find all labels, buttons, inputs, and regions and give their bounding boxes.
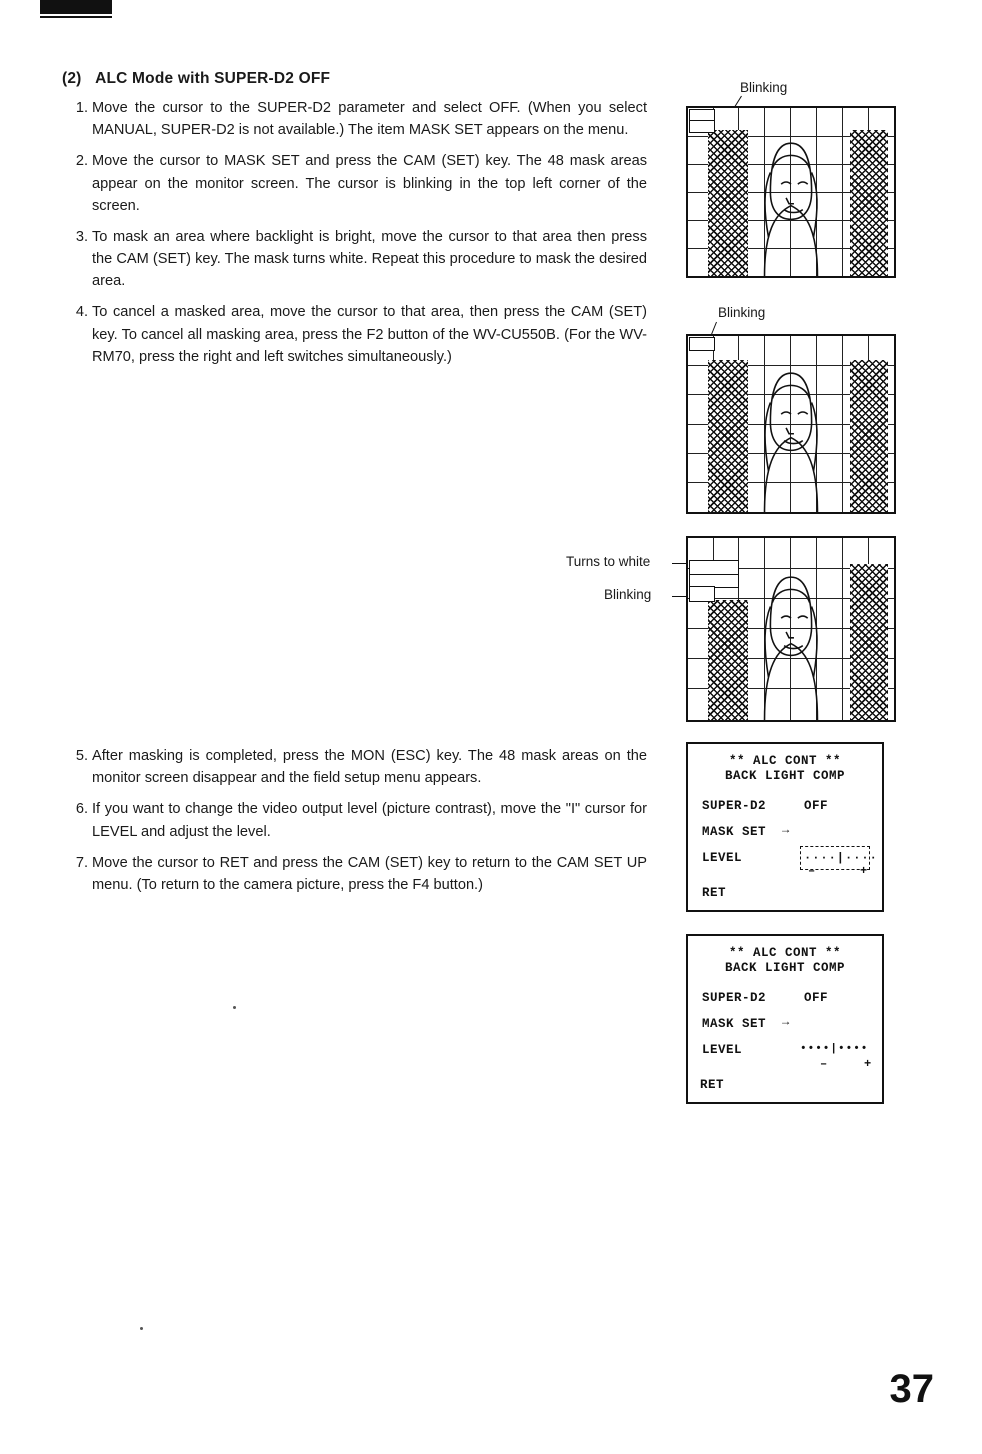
osd-row-value-mask-set[interactable]: →	[782, 823, 790, 837]
body-text-lower	[62, 745, 647, 905]
osd-row-label-super-d2: SUPER-D2	[702, 991, 767, 1005]
step-number: 5.	[75, 748, 88, 764]
osd-row-value-super-d2[interactable]: OFF	[804, 991, 829, 1005]
step-text: To cancel a masked area, move the cursor to that area, then press the CAM (SET) key. To cancel all masking area, press the F2 button of the WV-CU550B. (For the WV-RM70, press the right and left switches simultaneously.)	[92, 304, 647, 365]
osd-title-line-2: BACK LIGHT COMP	[724, 961, 846, 975]
person-illustration	[688, 336, 894, 512]
callout-blinking-2	[718, 305, 765, 320]
monitor-screen	[688, 538, 894, 720]
step-list-upper	[62, 97, 647, 368]
section-number: (2)	[62, 70, 82, 87]
osd-row-label-level: LEVEL	[702, 1043, 743, 1057]
monitor-screen	[688, 108, 894, 276]
figure-2	[686, 334, 896, 514]
osd-row-value-mask-set[interactable]: →	[782, 1015, 790, 1029]
osd-row-label-mask-set: MASK SET	[702, 1017, 767, 1031]
osd-row-label-super-d2: SUPER-D2	[702, 799, 767, 813]
callout-turns-to-white	[566, 554, 650, 569]
step-number: 6.	[75, 801, 88, 818]
section-title-text: ALC Mode with SUPER-D2 OFF	[95, 70, 331, 87]
list-item	[62, 745, 647, 789]
step-number: 4.	[75, 304, 88, 321]
osd-row-value-super-d2[interactable]: OFF	[804, 799, 829, 813]
step-text: Move the cursor to RET and press the CAM (SET) key to return to the CAM SET UP menu. (To return to the camera picture, press the F4 button.)	[92, 854, 647, 893]
figure-1	[686, 106, 896, 278]
level-bar[interactable]: ····|····	[804, 851, 878, 865]
step-number: 7.	[75, 854, 88, 871]
osd-footer-ret[interactable]: RET	[700, 1078, 725, 1092]
level-minus: –	[808, 864, 817, 878]
list-item	[62, 301, 647, 368]
body-text-upper	[62, 70, 647, 377]
monitor-screen	[688, 336, 894, 512]
step-text: Move the cursor to MASK SET and press the CAM (SET) key. The 48 mask areas appear on the monitor screen. The cursor is blinking in the top left corner of the screen.	[92, 153, 647, 214]
section-heading	[62, 70, 647, 88]
osd-title-line-1: ** ALC CONT **	[728, 754, 842, 768]
corner-mark-rule	[40, 16, 112, 18]
osd-title-line-1: ** ALC CONT **	[728, 946, 842, 960]
osd-title-line-2: BACK LIGHT COMP	[724, 769, 846, 783]
person-illustration	[688, 108, 894, 276]
page-speck	[233, 1006, 236, 1009]
corner-mark	[40, 0, 112, 14]
callout-blinking-3	[604, 587, 651, 602]
list-item	[62, 150, 647, 217]
callout-label: Blinking	[718, 305, 766, 320]
level-minus: –	[820, 1057, 829, 1071]
step-text: To mask an area where backlight is bright, move the cursor to that area then press the CAM (SET) key. The mask turns white. Repeat this procedure to mask the desired area.	[92, 228, 647, 290]
level-plus: +	[864, 1057, 873, 1071]
step-text: If you want to change the video output level (picture contrast), move the "I" cursor for LEVEL and adjust the level.	[92, 801, 647, 840]
level-plus: +	[860, 864, 869, 878]
callout-label: Blinking	[604, 587, 652, 602]
step-text: Move the cursor to the SUPER-D2 parameter and select OFF. (When you select MANUAL, SUPER-D2 is not available.) The item MASK SET appears on the menu.	[92, 100, 647, 139]
step-list-lower	[62, 745, 647, 896]
step-number: 1.	[75, 100, 88, 116]
osd-row-label-mask-set: MASK SET	[702, 825, 767, 839]
list-item	[62, 798, 647, 842]
osd-menu-1	[686, 742, 884, 912]
level-bar[interactable]: ••••|••••	[800, 1043, 869, 1055]
page-speck	[140, 1327, 143, 1330]
callout-label: Turns to white	[566, 554, 651, 569]
list-item	[62, 226, 647, 293]
osd-footer-ret[interactable]: RET	[702, 886, 727, 900]
list-item	[62, 97, 647, 141]
step-number: 3.	[75, 228, 88, 245]
list-item	[62, 852, 647, 896]
figure-3	[686, 536, 896, 722]
page-number: 37	[889, 1367, 934, 1411]
osd-menu-2	[686, 934, 884, 1104]
osd-row-label-level: LEVEL	[702, 851, 743, 865]
callout-blinking-1	[740, 80, 787, 95]
step-text: After masking is completed, press the MON (ESC) key. The 48 mask areas on the monitor screen disappear and the field setup menu appears.	[92, 748, 647, 787]
step-number: 2.	[75, 153, 88, 170]
callout-label: Blinking	[740, 80, 788, 95]
person-illustration	[688, 538, 894, 720]
